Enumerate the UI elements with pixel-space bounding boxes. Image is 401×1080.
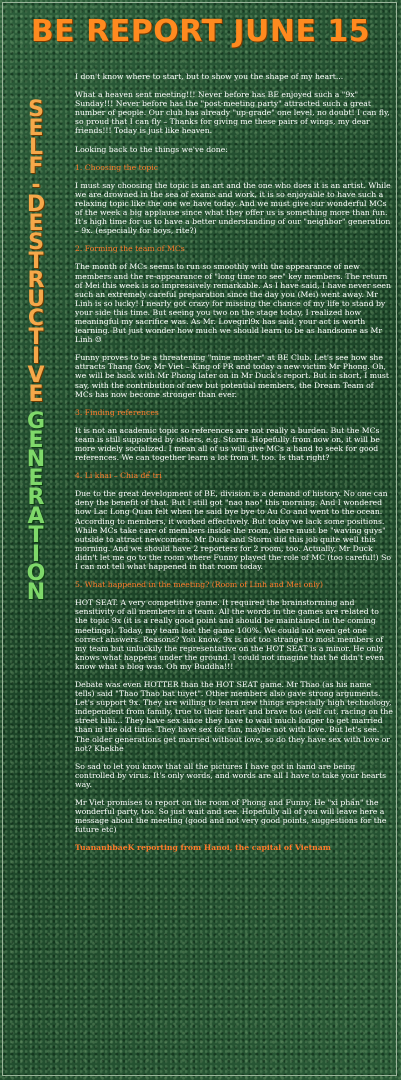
side-title-letter: E <box>28 382 44 407</box>
paragraph: Debate was even HOTTER than the HOT SEAT game. Mr Thao (as his name tells) said "Thao Thao bat tuyet". Other members also gave strong arguments. Let's support 9x. They are willing to learn new things especially high technology, independent from family, true to their heart and brave too (self cut, racing on the street hihi... They have sex since they have to wait much longer to get married than in the old time. They have sex for fun, maybe not with love. But let's see. The older generations get married without love, so do they have sex with love or not? Khekhe <box>75 679 393 753</box>
side-title-letter: A <box>27 504 45 529</box>
signature: TuananhbaeK reporting from Hanoi, the capital of Vietnam <box>75 843 331 853</box>
side-title-letter: V <box>27 363 45 388</box>
side-title-letter: S <box>28 97 44 122</box>
side-title-letter: E <box>28 116 44 141</box>
paragraph: The month of MCs seems to run so smoothly with the appearance of new members and the re-appearance of "long time no see" key members. The return of Mei this week is so impressively remarkable. As I have said, I have never seen such an extremely careful preparation since the day you (Mei) went away. Mr Linh is so lucky! I nearly got crazy for missing the chance of my life to stand by your side this time. But seeing you two on the stage today, I realized how meaningful my sacrifice was. As Mr. Lovegirl9x has said, your act is worth learning. But just wonder how much we should learn to be as handsome as Mr Linh ☺ <box>75 262 391 345</box>
side-title-letter: T <box>28 523 44 548</box>
side-title-letter: T <box>28 325 44 350</box>
side-title-letter: I <box>31 542 41 567</box>
side-title-letter: - <box>31 173 41 198</box>
side-title-letter: F <box>28 154 44 179</box>
paragraph: Funny proves to be a threatening "mine mother" at BE Club. Let's see how she attracts Thang Gov, Mr Viet – King of PR and today a new victim Mr Phong. Oh, we will be back with Mr Phong later on in Mr Duck's report. But in short, I must say, with the contribution of new but potential members, the Dream Team of MCs has now become stronger than ever. <box>75 353 389 399</box>
side-title-letter: C <box>27 306 45 331</box>
side-title-letter: U <box>27 287 45 312</box>
side-title-letter: R <box>27 485 45 510</box>
paragraph: Looking back to the things we've done: <box>75 144 228 154</box>
section-heading: 5. What happened in the meeting? (Room of Linh and Mei only) <box>75 580 324 590</box>
paragraph: Mr Viet promises to report on the room of Phong and Funny. He "xì phần" the wonderful party, too. So just wait and see. Hopefully all of you will leave here a message about the meeting (good and not very good points, suggestions for the future etc) <box>75 798 387 835</box>
side-title-letter: E <box>28 428 44 453</box>
side-title-letter: E <box>28 466 44 491</box>
side-title-letter: D <box>26 192 46 217</box>
section-heading: 2. Forming the team of MCs <box>75 244 185 254</box>
paragraph: It is not an academic topic so references are not really a burden. But the MCs team is still supported by others, e.g. Storm. Hopefully from now on, it will be more widely socialized. I mean all of us will give MCs a hand to seek for good references. We can together learn a lot from it, too. Is that right? <box>75 425 380 463</box>
section-heading: 1. Choosing the topic <box>75 162 159 172</box>
side-title-letter: R <box>27 268 45 293</box>
side-title-letter: I <box>31 344 41 369</box>
side-title-letter: S <box>28 230 44 255</box>
side-title-letter: N <box>26 580 46 605</box>
side-title-letter: E <box>28 211 44 236</box>
section-heading: 4. Li khai – Chia để trị <box>75 471 162 481</box>
side-title-letter: O <box>26 561 46 586</box>
report-body <box>75 72 393 852</box>
side-title-letter: L <box>28 135 44 160</box>
paragraph: HOT SEAT. A very competitive game. It required the brainstorming and sensitivity of all members in a team. All the words in the games are related to the topic 9x (it is a really good point and should be maintained in the coming meetings). Today, my team lost the game 100%. We could not even get one correct answers. Reasons? You know, 9x is not too strange to most members of my team but unluckily the representative on the HOT SEAT is a minor. He only knows what happens under the ground. I could not imagine that he didn't even know what a blog was. Oh my Buddha!!! <box>75 598 384 671</box>
paragraph: I don't know where to start, but to show you the shape of my heart... <box>75 72 344 81</box>
paragraph: So sad to let you know that all the pictures I have got in hand are being controlled by virus. It's only words, and words are all I have to take your hearts way. <box>75 761 387 789</box>
paragraph: I must say choosing the topic is an art and the one who does it is an artist. While we are drowned in the sea of exams and work, it is so enjoyable to have such a relaxing topic like the one we have today. And we must give our wonderful MCs of the week a big applause since what they offer us is something more than fun. It's high time for us to have a better understanding of our "neighbor" generation – 9x. (especially for boys, rite?) <box>75 180 391 236</box>
side-title-letter: G <box>26 409 46 434</box>
vertical-side-title <box>10 97 62 605</box>
section-heading: 3. Finding references <box>75 407 159 417</box>
paragraph: What a heaven sent meeting!!! Never before has BE enjoyed such a "9x" Sunday!!! Never before has the "post-meeting party" attracted such a great number of people. Our club has already "up-grade" one level, no doubt! I can fly, so proud that I can fly – Thanks for giving me these pairs of wings, my dear friends!!! Today is just like heaven. <box>75 90 390 136</box>
paragraph: Due to the great development of BE, division is a demand of history. No one can deny the benefit of that. But I still got "nao nao" this morning. And I wondered how Lac Long Quan felt when he said bye bye to Au Co and went to the ocean. According to members, it worked effectively. But today we lack some positions. While MCs take care of members inside the room, there must be "waving guys" outside to attract newcomers. Mr Duck and Storm did this job quite well this morning. And we should have 2 reporters for 2 room, too. Actually, Mr Duck didn't let me go to the room where Funny played the role of MC (too careful!) So I can not tell what happened in that room today. <box>75 489 392 572</box>
side-title-letter: N <box>26 447 46 472</box>
page-title: BE REPORT JUNE 15 <box>30 14 371 49</box>
side-title-letter: T <box>28 249 44 274</box>
